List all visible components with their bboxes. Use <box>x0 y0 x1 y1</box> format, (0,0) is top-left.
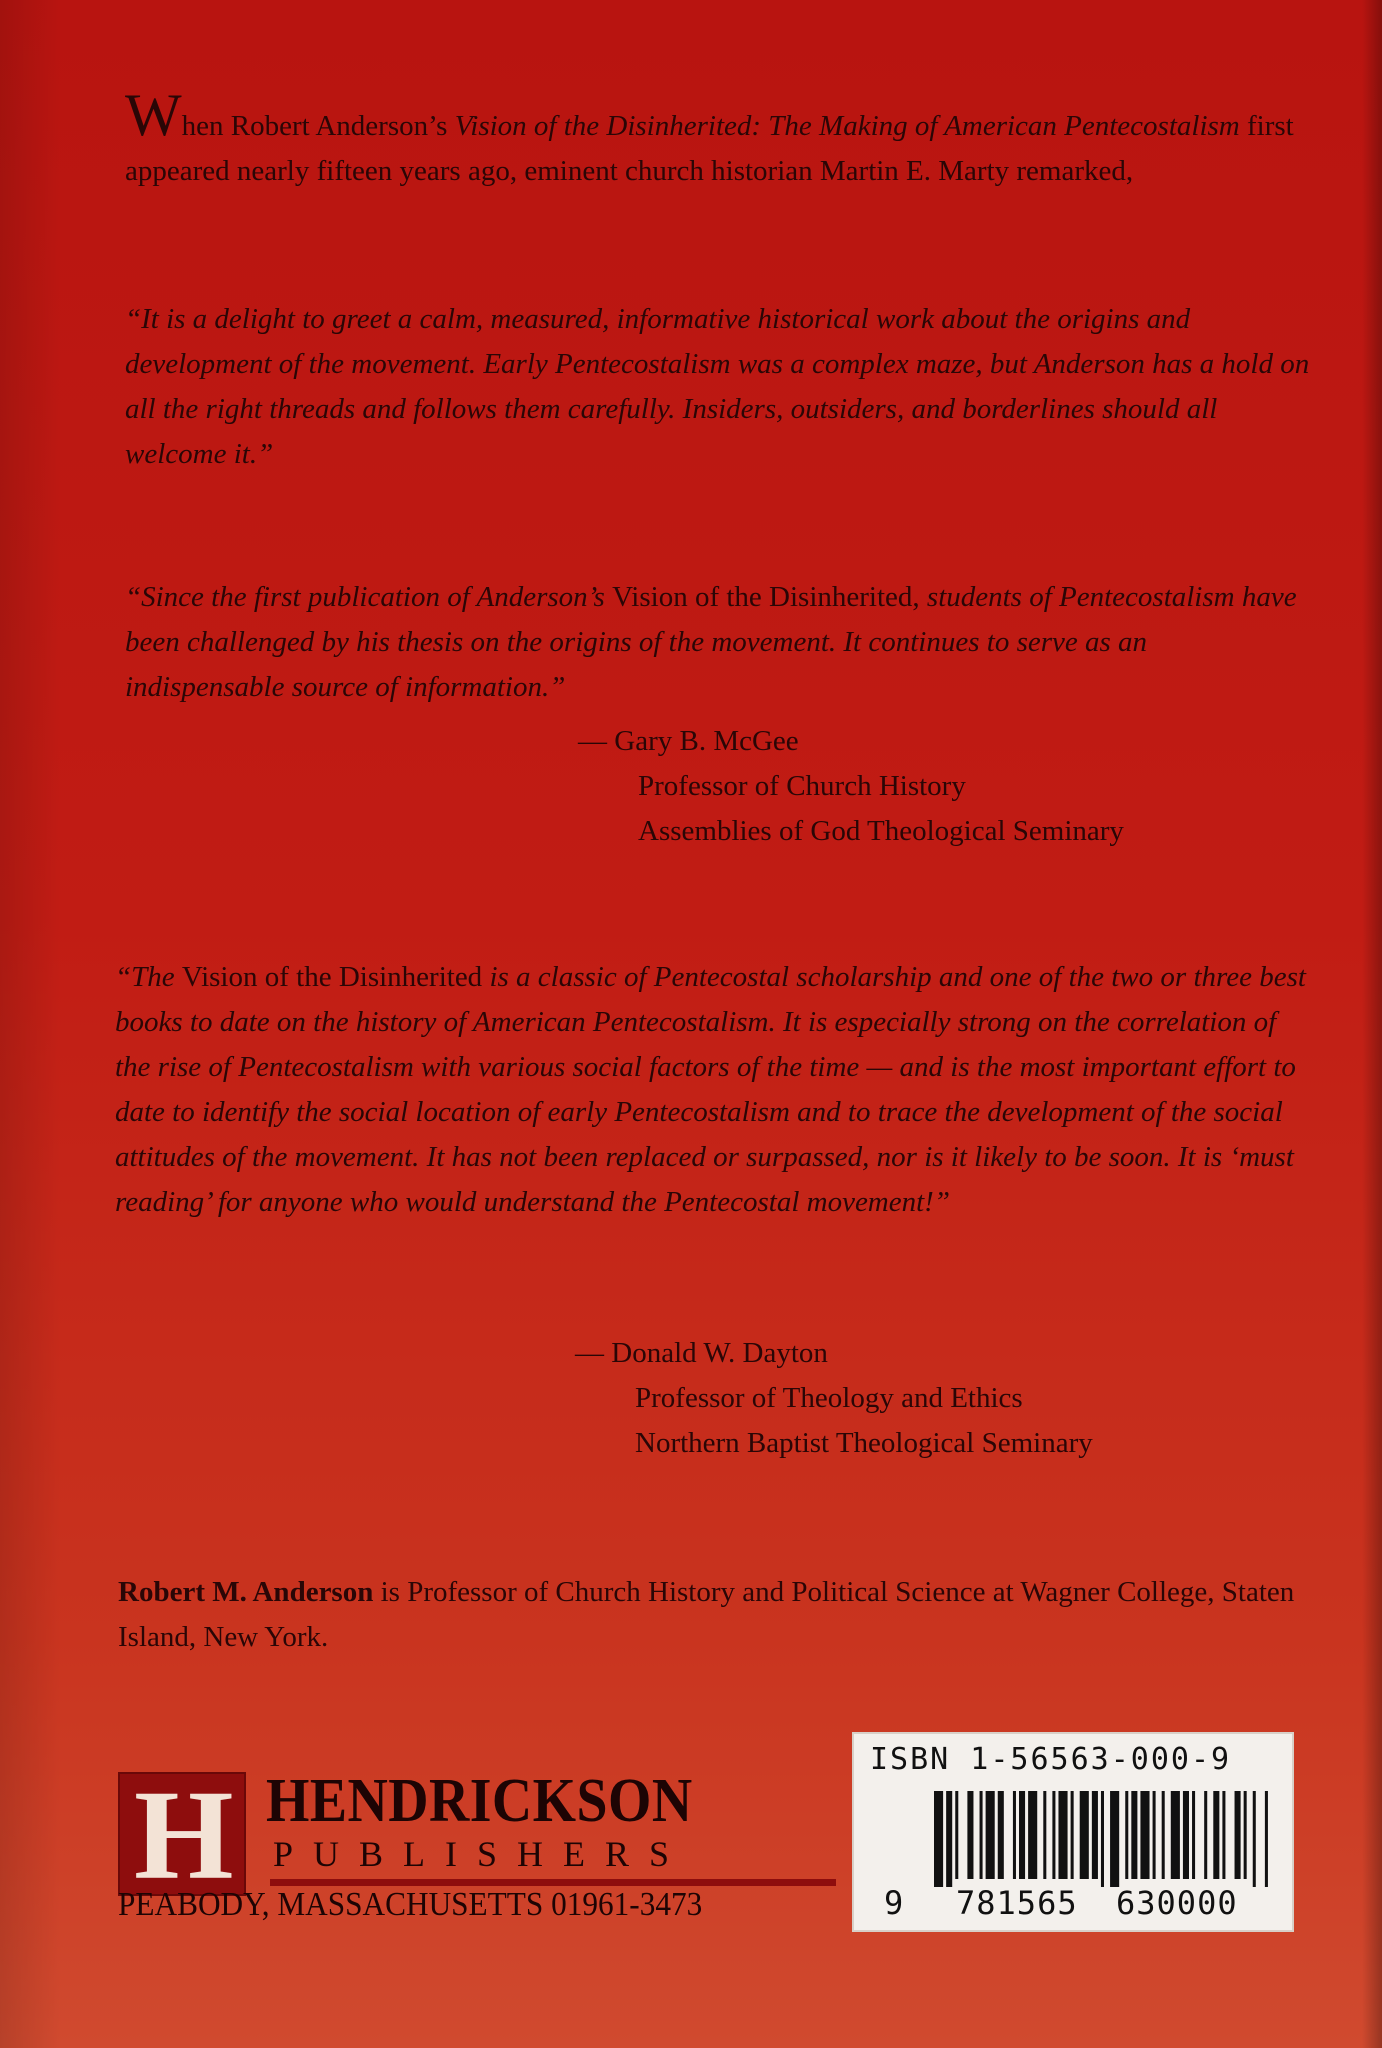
isbn-number: ISBN 1-56563-000-9 <box>870 1742 1232 1777</box>
barcode-digits-group1: 781565 <box>956 1884 1078 1922</box>
barcode-bar <box>1153 1791 1156 1879</box>
mcgee-quote <box>125 575 1310 710</box>
barcode-digits-group2: 630000 <box>1116 1884 1238 1922</box>
barcode-bar <box>1235 1791 1241 1879</box>
dayton-name: — Donald W. Dayton <box>575 1337 828 1369</box>
barcode-bar <box>986 1791 995 1879</box>
barcode-bar <box>1071 1791 1074 1879</box>
barcode-icon <box>934 1791 1274 1887</box>
author-bio <box>118 1570 1308 1660</box>
barcode-bar <box>998 1791 1004 1879</box>
isbn-barcode-label <box>852 1732 1294 1932</box>
barcode-bar <box>1265 1791 1268 1887</box>
marty-quote: “It is a delight to greet a calm, measured, informative historical work about the origins and development of the movement. Early Pentecostalism was a complex maze, but Anderson has a hold on all the right threads and follows them carefully. Insiders, outsiders, and borderlines should all welcome it.” <box>125 303 1310 470</box>
author-bio-text: is Professor of Church History and Political Science at Wagner College, Staten Island, New York. <box>118 1576 1295 1653</box>
barcode-bar <box>1162 1791 1165 1879</box>
mcgee-name: — Gary B. McGee <box>578 725 799 757</box>
barcode-bar <box>1092 1791 1098 1879</box>
mcgee-position: Professor of Church History <box>638 770 966 802</box>
barcode-bar <box>1131 1791 1137 1879</box>
dayton-attribution <box>575 1331 1093 1466</box>
dayton-position: Professor of Theology and Ethics <box>635 1382 1023 1414</box>
barcode-bar <box>1222 1791 1225 1879</box>
mcgee-quote-end: students of Pentecostalism have been challenged by his thesis on the origins of the movement. It continues to serve as an indispensable source of information.” <box>125 581 1297 703</box>
barcode-bar <box>1052 1791 1055 1879</box>
mcgee-quote-title: Vision of the Disinherited, <box>612 581 920 613</box>
barcode-bar <box>1110 1791 1119 1887</box>
barcode-bar <box>967 1791 973 1879</box>
barcode-bar <box>1140 1791 1149 1879</box>
barcode-bar <box>1058 1791 1067 1879</box>
barcode-bar <box>1253 1791 1256 1887</box>
barcode-digit-first: 9 <box>884 1884 904 1922</box>
mcgee-institution: Assemblies of God Theological Seminary <box>638 815 1124 847</box>
barcode-bar <box>934 1791 943 1887</box>
publisher-h-icon <box>118 1764 246 1906</box>
intro-paragraph <box>125 82 1310 194</box>
barcode-bar <box>1019 1791 1025 1879</box>
barcode-bar <box>980 1791 983 1879</box>
barcode-bar <box>1080 1791 1089 1879</box>
barcode-bar <box>1171 1791 1180 1879</box>
mcgee-attribution <box>578 719 1124 854</box>
book-title: Vision of the Disinherited: The Making of American Pentecostalism <box>454 110 1240 142</box>
barcode-bar <box>1204 1791 1207 1879</box>
barcode-bar <box>1028 1791 1037 1879</box>
barcode-bar <box>946 1791 952 1887</box>
barcode-bar <box>1213 1791 1219 1879</box>
barcode-bar <box>1043 1791 1046 1879</box>
dayton-quote-end: is a classic of Pentecostal scholarship and one of the two or three best books to date on the history of American Pentecostalism. It is especially strong on the correlation of the rise of Pentecostalism with various social factors of the time — and is the most important effort to date to identify the social location of early Pentecostalism and to trace the development of the social attitudes of the movement. It has not been replaced or surpassed, nor is it likely to be soon. It is ‘must reading’ for anyone who would understand the Pentecostal movement!” <box>115 961 1306 1218</box>
publisher-subtitle: PUBLISHERS <box>273 1834 690 1874</box>
dayton-institution: Northern Baptist Theological Seminary <box>635 1427 1093 1459</box>
barcode-bar <box>1244 1791 1247 1879</box>
dayton-quote <box>115 955 1310 1225</box>
drop-cap: W <box>125 82 182 148</box>
barcode-bar <box>1125 1791 1128 1879</box>
mcgee-quote-start: “Since the first publication of Anderson’s <box>125 581 613 613</box>
publisher-logo-letter: H <box>134 1764 234 1906</box>
publisher-address: PEABODY, MASSACHUSETTS 01961-3473 <box>118 1886 703 1923</box>
intro-text-start: hen Robert Anderson’s <box>181 110 455 142</box>
publisher-name: HENDRICKSON <box>266 1767 693 1835</box>
dayton-quote-start: “The <box>115 961 182 993</box>
barcode-bar <box>955 1791 958 1879</box>
barcode-bar <box>1101 1791 1104 1887</box>
barcode-bar <box>1183 1791 1189 1879</box>
barcode-bar <box>1013 1791 1016 1879</box>
dayton-quote-title: Vision of the Disinherited <box>181 961 483 993</box>
author-name: Robert M. Anderson <box>118 1576 374 1608</box>
barcode-bar <box>1192 1791 1195 1879</box>
intro-text-end: first appeared nearly fifteen years ago, eminent church historian Martin E. Marty remarked, <box>125 110 1294 187</box>
